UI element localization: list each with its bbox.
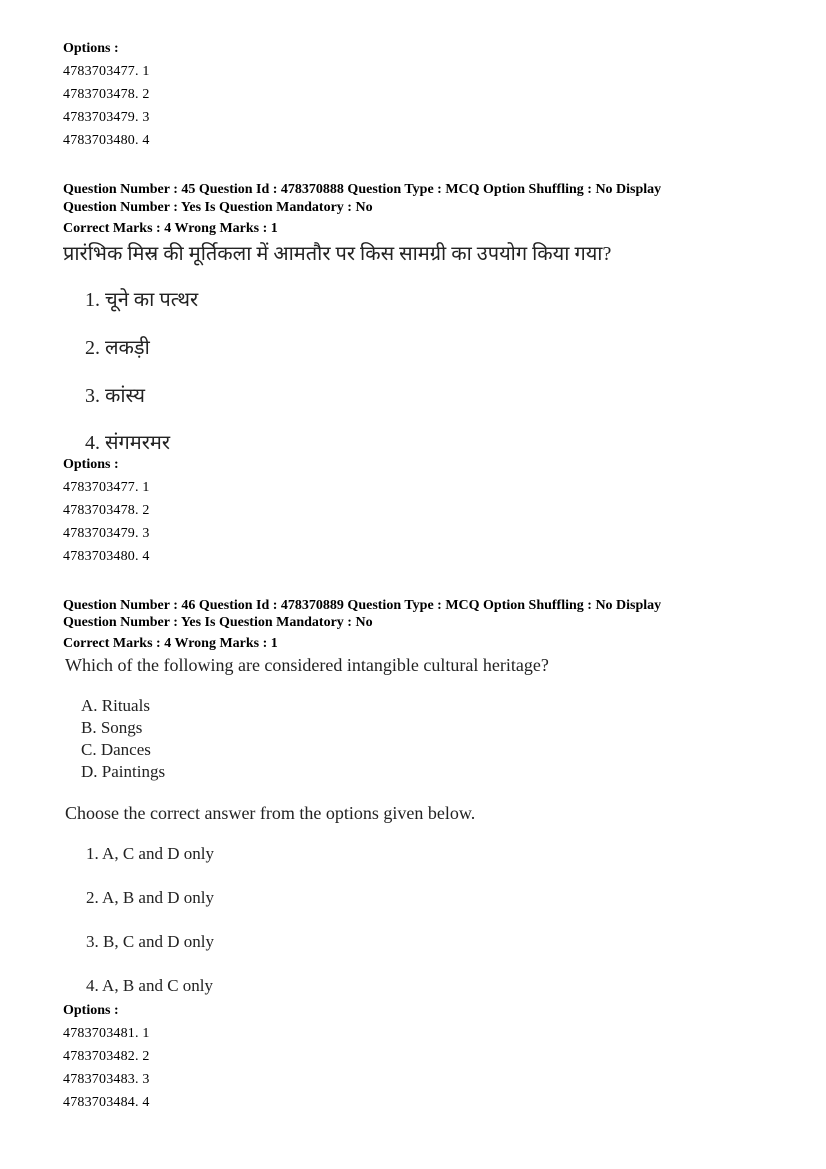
answer-choice: 4. संगमरमर — [85, 432, 171, 454]
statement-item: A. Rituals — [81, 696, 150, 715]
option-id: 4783703483. 3 — [63, 1072, 150, 1087]
option-id: 4783703480. 4 — [63, 133, 150, 148]
option-id: 4783703479. 3 — [63, 526, 150, 541]
option-id: 4783703480. 4 — [63, 549, 150, 564]
question-meta: Question Number : 45 Question Id : 478370888 Question Type : MCQ Option Shuffling : No Display — [63, 182, 662, 197]
options-label: Options : — [63, 41, 119, 56]
options-label: Options : — [63, 457, 119, 472]
answer-choice: 2. A, B and D only — [86, 888, 214, 907]
answer-choice: 3. कांस्य — [85, 385, 145, 407]
option-id: 4783703478. 2 — [63, 503, 150, 518]
question-marks: Correct Marks : 4 Wrong Marks : 1 — [63, 636, 278, 651]
question-meta: Question Number : Yes Is Question Mandatory : No — [63, 615, 373, 630]
question-meta: Question Number : Yes Is Question Mandatory : No — [63, 200, 373, 215]
question-meta: Question Number : 46 Question Id : 478370889 Question Type : MCQ Option Shuffling : No Display — [63, 598, 662, 613]
answer-choice: 1. चूने का पत्थर — [85, 289, 199, 311]
option-id: 4783703477. 1 — [63, 480, 150, 495]
statement-item: C. Dances — [81, 740, 151, 759]
option-id: 4783703481. 1 — [63, 1026, 150, 1041]
answer-choice: 2. लकड़ी — [85, 337, 150, 359]
instruction-text: Choose the correct answer from the options given below. — [65, 803, 476, 823]
option-id: 4783703482. 2 — [63, 1049, 150, 1064]
option-id: 4783703479. 3 — [63, 110, 150, 125]
option-id: 4783703484. 4 — [63, 1095, 150, 1110]
question-text: Which of the following are considered intangible cultural heritage? — [65, 655, 549, 675]
answer-choice: 4. A, B and C only — [86, 976, 214, 995]
answer-choice: 1. A, C and D only — [86, 844, 214, 863]
option-id: 4783703478. 2 — [63, 87, 150, 102]
option-id: 4783703477. 1 — [63, 64, 150, 79]
options-label: Options : — [63, 1003, 119, 1018]
answer-choice: 3. B, C and D only — [86, 932, 214, 951]
statement-item: B. Songs — [81, 718, 143, 737]
statement-item: D. Paintings — [81, 762, 166, 781]
question-marks: Correct Marks : 4 Wrong Marks : 1 — [63, 221, 278, 236]
question-text: प्रारंभिक मिस्र की मूर्तिकला में आमतौर पर किस सामग्री का उपयोग किया गया? — [63, 243, 612, 265]
